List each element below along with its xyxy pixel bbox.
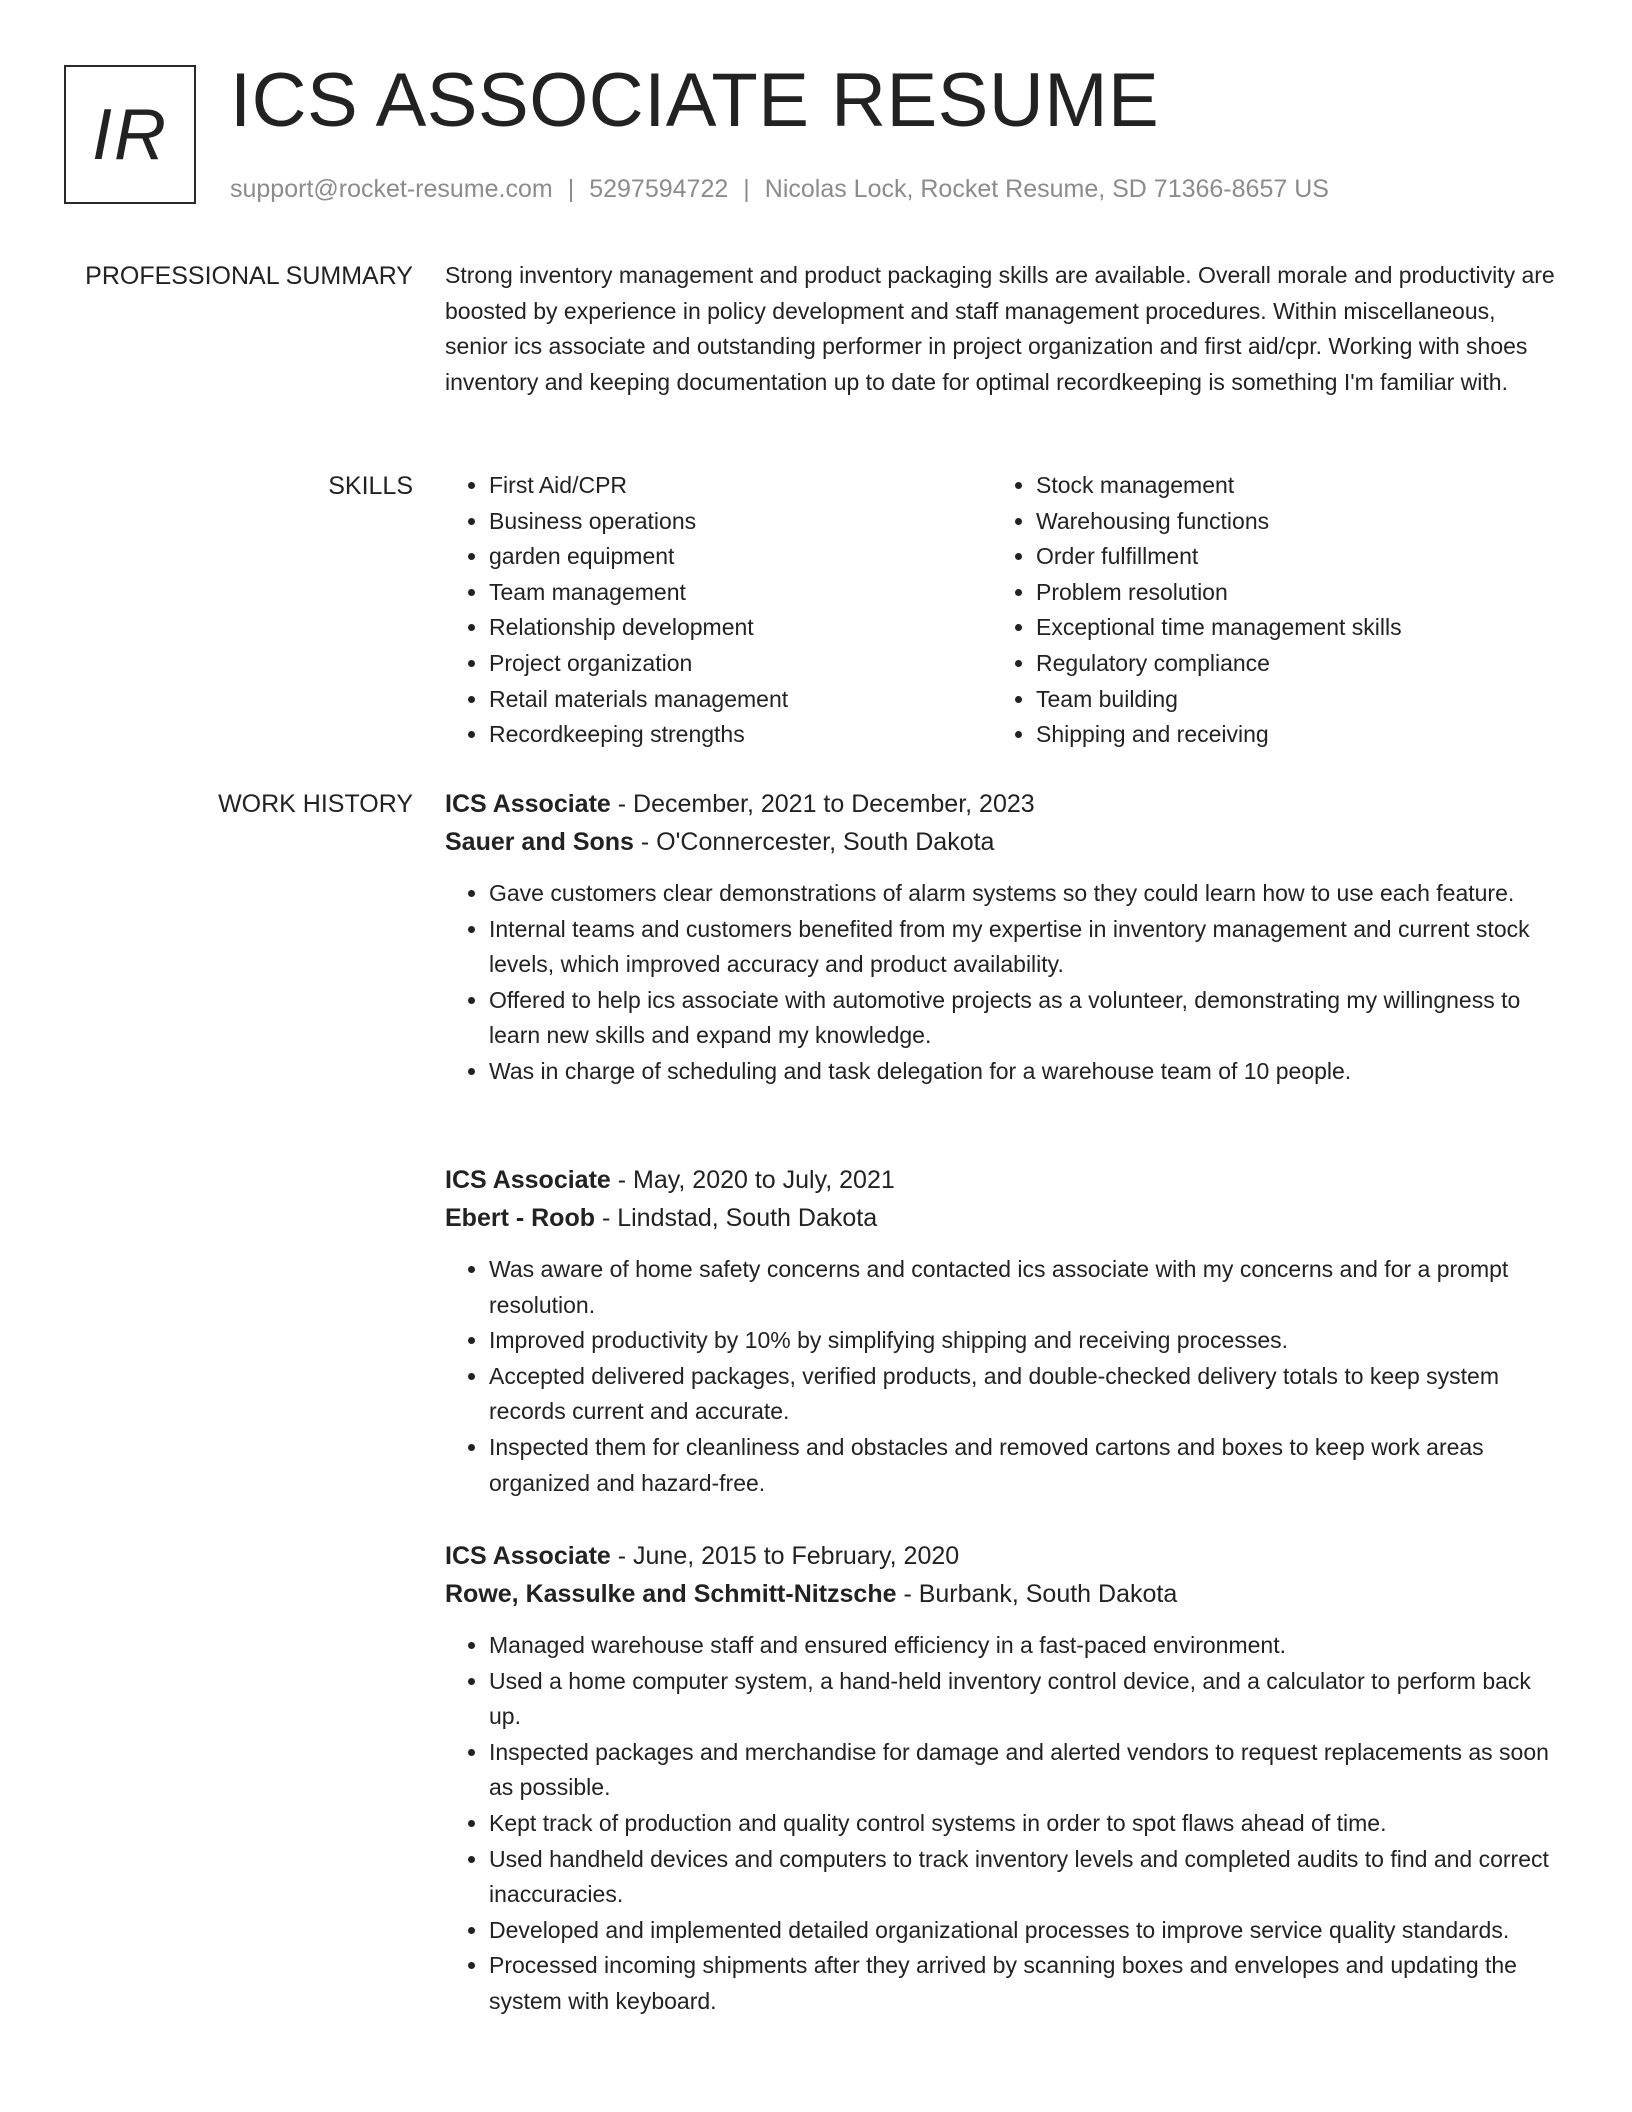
job-dates: - May, 2020 to July, 2021: [610, 1166, 895, 1194]
skill-item: • Recordkeeping strengths: [489, 717, 992, 753]
skill-item: • First Aid/CPR: [489, 468, 992, 504]
skill-item: • Order fulfillment: [1036, 539, 1536, 575]
contact-phone: 5297594722: [589, 175, 729, 203]
job-company: Rowe, Kassulke and Schmitt-Nitzsche: [445, 1580, 897, 1608]
job-bullets: [445, 1252, 1560, 1501]
skill-item: • Relationship development: [489, 610, 992, 646]
skill-item: • Regulatory compliance: [1036, 646, 1536, 682]
resume-title: ICS ASSOCIATE RESUME: [230, 58, 1160, 143]
summary-body: [445, 258, 1560, 400]
skill-item: • Stock management: [1036, 468, 1536, 504]
job-entry: [445, 1162, 1560, 1501]
job-title: ICS Associate: [445, 1166, 611, 1194]
skill-item: • Retail materials management: [489, 682, 992, 718]
job-bullet: • Offered to help ics associate with automotive projects as a volunteer, demonstrating my willingness to learn new skills and expand my knowledge.: [489, 983, 1560, 1054]
job-dates: - December, 2021 to December, 2023: [610, 790, 1035, 818]
job-location: - O'Connercester, South Dakota: [633, 828, 995, 856]
contact-line: [230, 172, 1329, 206]
summary-text: Strong inventory management and product packaging skills are available. Overall morale and productivity are boosted by experience in policy development and staff management procedures. Within miscellaneous, senior ics associate and outstanding performer in project organization and first aid/cpr. Working with shoes inventory and keeping documentation up to date for optimal recordkeeping is something I'm familiar with.: [445, 262, 1555, 395]
skill-item: • Exceptional time management skills: [1036, 610, 1536, 646]
work-history-heading: WORK HISTORY: [218, 790, 413, 818]
job-bullet: • Managed warehouse staff and ensured efficiency in a fast-paced environment.: [489, 1628, 1560, 1664]
job-bullet: • Used a home computer system, a hand-held inventory control device, and a calculator to perform back up.: [489, 1664, 1560, 1735]
skills-columns: [445, 468, 1560, 753]
contact-address: Nicolas Lock, Rocket Resume, SD 71366-8657 US: [764, 175, 1329, 203]
job-location: - Lindstad, South Dakota: [595, 1204, 878, 1232]
summary-heading: PROFESSIONAL SUMMARY: [85, 262, 413, 290]
skill-item: • Team management: [489, 575, 992, 611]
job-title-line: [445, 1538, 1560, 1574]
job-company: Ebert - Roob: [445, 1204, 595, 1232]
job-company-line: [445, 1200, 1560, 1236]
skills-list-left: [445, 468, 992, 753]
job-location: - Burbank, South Dakota: [896, 1580, 1178, 1608]
job-bullet: • Was in charge of scheduling and task delegation for a warehouse team of 10 people.: [489, 1054, 1560, 1090]
contact-separator: |: [743, 175, 750, 203]
job-company-line: [445, 824, 1560, 860]
job-bullet: • Improved productivity by 10% by simplifying shipping and receiving processes.: [489, 1323, 1560, 1359]
skill-item: • Business operations: [489, 504, 992, 540]
skill-item: • garden equipment: [489, 539, 992, 575]
job-bullet: • Used handheld devices and computers to track inventory levels and completed audits to find and correct inaccuracies.: [489, 1842, 1560, 1913]
skills-body: [445, 468, 1560, 753]
contact-email: support@rocket-resume.com: [230, 175, 553, 203]
skill-item: • Warehousing functions: [1036, 504, 1536, 540]
skill-item: • Project organization: [489, 646, 992, 682]
job-bullet: • Inspected packages and merchandise for damage and alerted vendors to request replacements as soon as possible.: [489, 1735, 1560, 1806]
job-bullet: • Gave customers clear demonstrations of alarm systems so they could learn how to use each feature.: [489, 876, 1560, 912]
skills-list-right: [992, 468, 1536, 753]
job-dates: - June, 2015 to February, 2020: [610, 1542, 960, 1570]
skill-item: • Team building: [1036, 682, 1536, 718]
job-entry: [445, 786, 1560, 1090]
job-title-line: [445, 1162, 1560, 1198]
job-company-line: [445, 1576, 1560, 1612]
job-title-line: [445, 786, 1560, 822]
skills-heading: SKILLS: [328, 472, 413, 500]
job-entry: [445, 1538, 1560, 2020]
skill-item: • Problem resolution: [1036, 575, 1536, 611]
job-bullet: • Kept track of production and quality control systems in order to spot flaws ahead of time.: [489, 1806, 1560, 1842]
monogram-badge: IR: [64, 65, 196, 204]
job-bullet: • Accepted delivered packages, verified products, and double-checked delivery totals to keep system records current and accurate.: [489, 1359, 1560, 1430]
job-bullet: • Developed and implemented detailed organizational processes to improve service quality standards.: [489, 1913, 1560, 1949]
job-bullets: [445, 876, 1560, 1090]
job-bullet: • Inspected them for cleanliness and obstacles and removed cartons and boxes to keep work areas organized and hazard-free.: [489, 1430, 1560, 1501]
job-title: ICS Associate: [445, 1542, 611, 1570]
job-title: ICS Associate: [445, 790, 611, 818]
job-bullets: [445, 1628, 1560, 2020]
job-bullet: • Internal teams and customers benefited from my expertise in inventory management and current stock levels, which improved accuracy and product availability.: [489, 912, 1560, 983]
contact-separator: |: [567, 175, 575, 203]
job-company: Sauer and Sons: [445, 828, 634, 856]
job-bullet: • Was aware of home safety concerns and contacted ics associate with my concerns and for a prompt resolution.: [489, 1252, 1560, 1323]
skill-item: • Shipping and receiving: [1036, 717, 1536, 753]
job-bullet: • Processed incoming shipments after they arrived by scanning boxes and envelopes and updating the system with keyboard.: [489, 1948, 1560, 2019]
